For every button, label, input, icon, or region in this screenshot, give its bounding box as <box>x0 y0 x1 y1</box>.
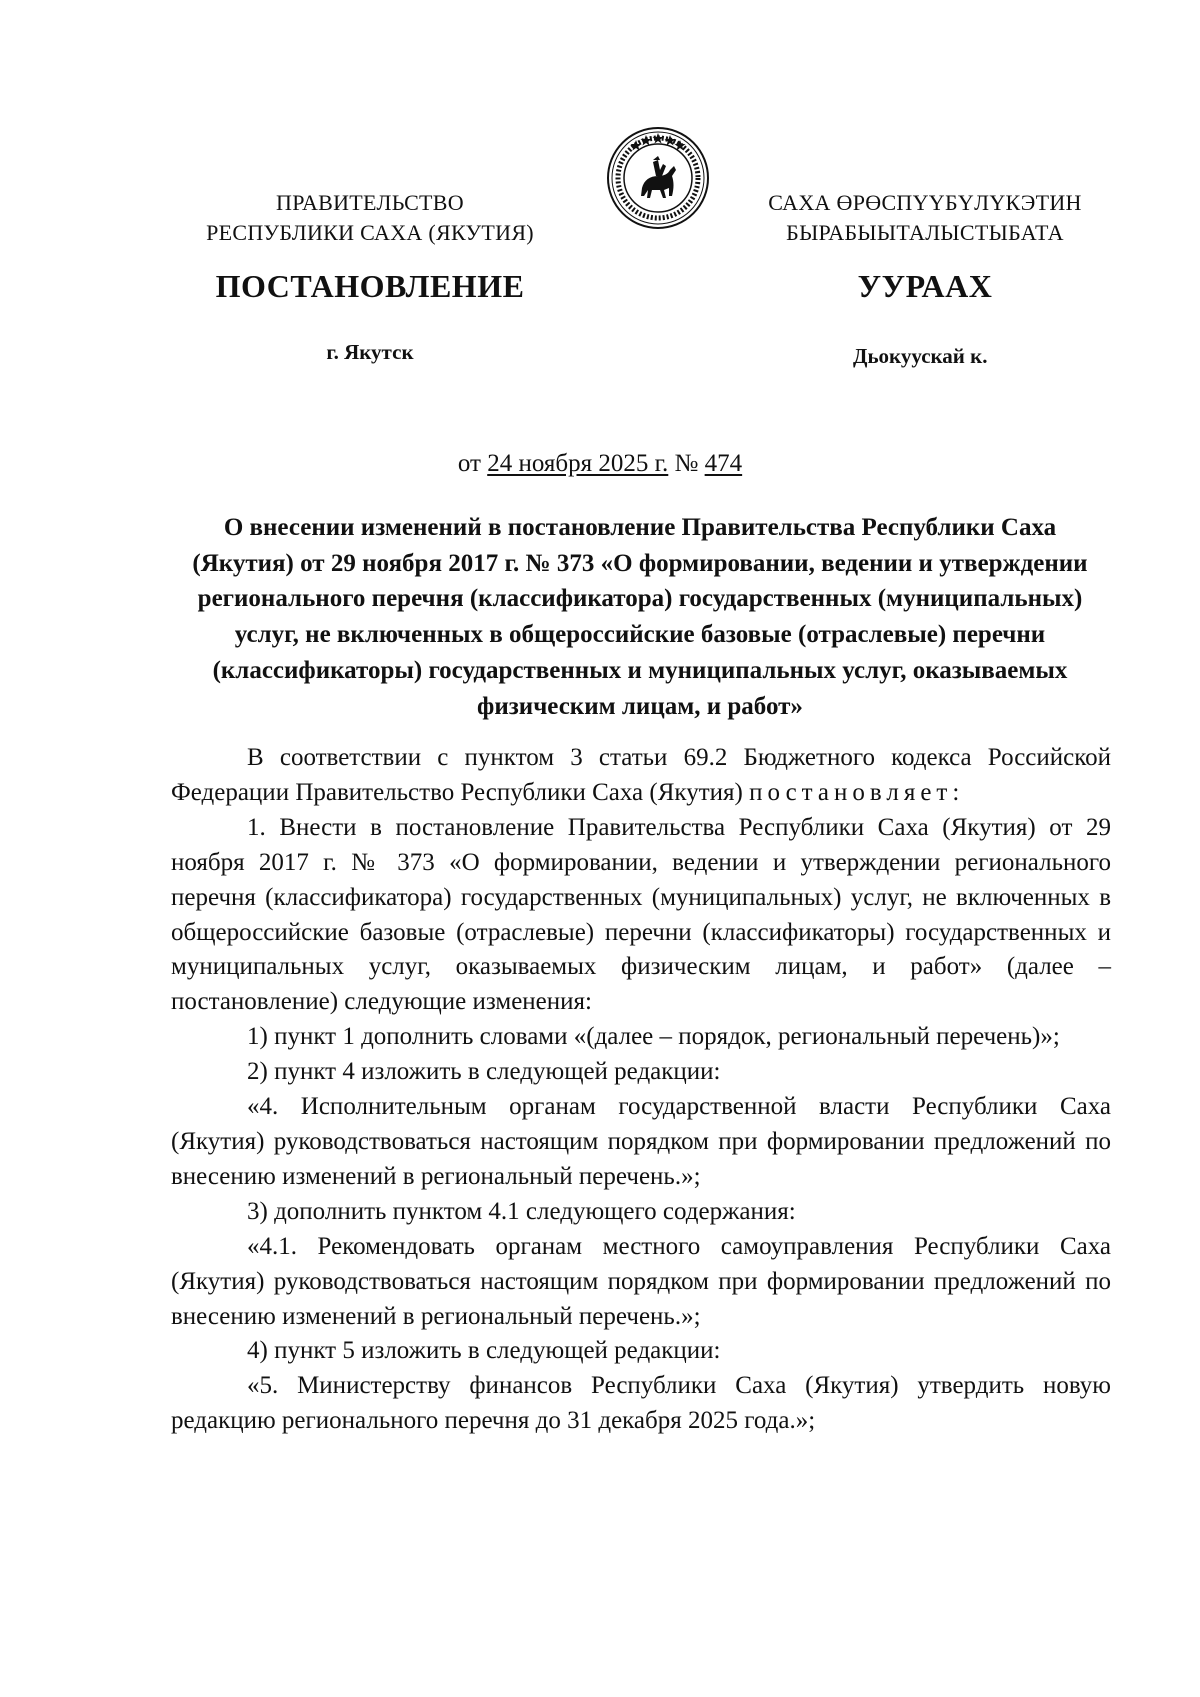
paragraph-7: «4.1. Рекомендовать органам местного самоуправления Республики Саха (Якутия) руководствоваться настоящим порядком при формировании предложений по внесению изменений в региональный перечень.»; <box>171 1232 1111 1330</box>
document-subject: О внесении изменений в постановление Правительства Республики Саха (Якутия) от 29 ноября 2017 г. № 373 «О формировании, ведении и утверждении регионального перечня (классификатора) государственных (муниципальных) услуг, не включенных в общероссийские базовые (отраслевые) перечни (классификаторы) государственных и муниципальных услуг, оказываемых физическим лицам, и работ» <box>192 514 1088 720</box>
document-date: 24 ноября 2025 г. <box>487 450 669 477</box>
paragraph-2: 1. Внести в постановление Правительства Республики Саха (Якутия) от 29 ноября 2017 г. № 373 «О формировании, ведении и утверждении регионального перечня (классификатора) государственных (муниципальных) услуг, не включенных в общероссийские базовые (отраслевые) перечни (классификаторы) государственных и муниципальных услуг, оказываемых физическим лицам, и работ» (далее – постановление) следующие изменения: <box>171 813 1111 1016</box>
city-left: г. Якутск <box>326 340 414 364</box>
date-prefix: от <box>457 450 481 477</box>
header-left-line1: ПРАВИТЕЛЬСТВО <box>276 190 464 215</box>
paragraph-3: 1) пункт 1 дополнить словами «(далее – порядок, региональный перечень)»; <box>247 1023 1060 1051</box>
document-number: 474 <box>704 450 743 477</box>
coat-of-arms-icon <box>606 126 710 230</box>
paragraph-1-text: В соответствии с пунктом 3 статьи 69.2 Бюджетного кодекса Российской Федерации Правительство Республики Саха (Якутия) <box>171 744 1111 806</box>
paragraph-8: 4) пункт 5 изложить в следующей редакции: <box>247 1337 721 1365</box>
paragraph-4: 2) пункт 4 изложить в следующей редакции: <box>247 1058 721 1086</box>
header-right <box>735 188 1115 248</box>
header-left-line2: РЕСПУБЛИКИ САХА (ЯКУТИЯ) <box>206 220 534 245</box>
header-left <box>180 188 560 248</box>
document-body <box>171 741 1111 1439</box>
number-prefix: № <box>674 450 699 477</box>
title-right: УУРААХ <box>857 268 993 304</box>
paragraph-1-spaced: постановляет: <box>749 778 965 806</box>
paragraph-9: «5. Министерству финансов Республики Саха (Якутия) утвердить новую редакцию регионального перечня до 31 декабря 2025 года.»; <box>171 1372 1111 1435</box>
title-left: ПОСТАНОВЛЕНИЕ <box>215 268 525 304</box>
paragraph-1 <box>171 741 1111 811</box>
city-right: Дьокуускай к. <box>853 344 988 368</box>
document-dateline <box>0 450 1200 478</box>
header-right-line2: БЫРАБЫЫТАЛЫСТЫБАТА <box>786 220 1064 245</box>
paragraph-6: 3) дополнить пунктом 4.1 следующего содержания: <box>247 1197 796 1225</box>
header-right-line1: САХА ӨРӨСПҮҮБҮЛҮКЭТИН <box>768 190 1082 215</box>
paragraph-5: «4. Исполнительным органам государственной власти Республики Саха (Якутия) руководствоваться настоящим порядком при формировании предложений по внесению изменений в региональный перечень.»; <box>171 1093 1111 1190</box>
